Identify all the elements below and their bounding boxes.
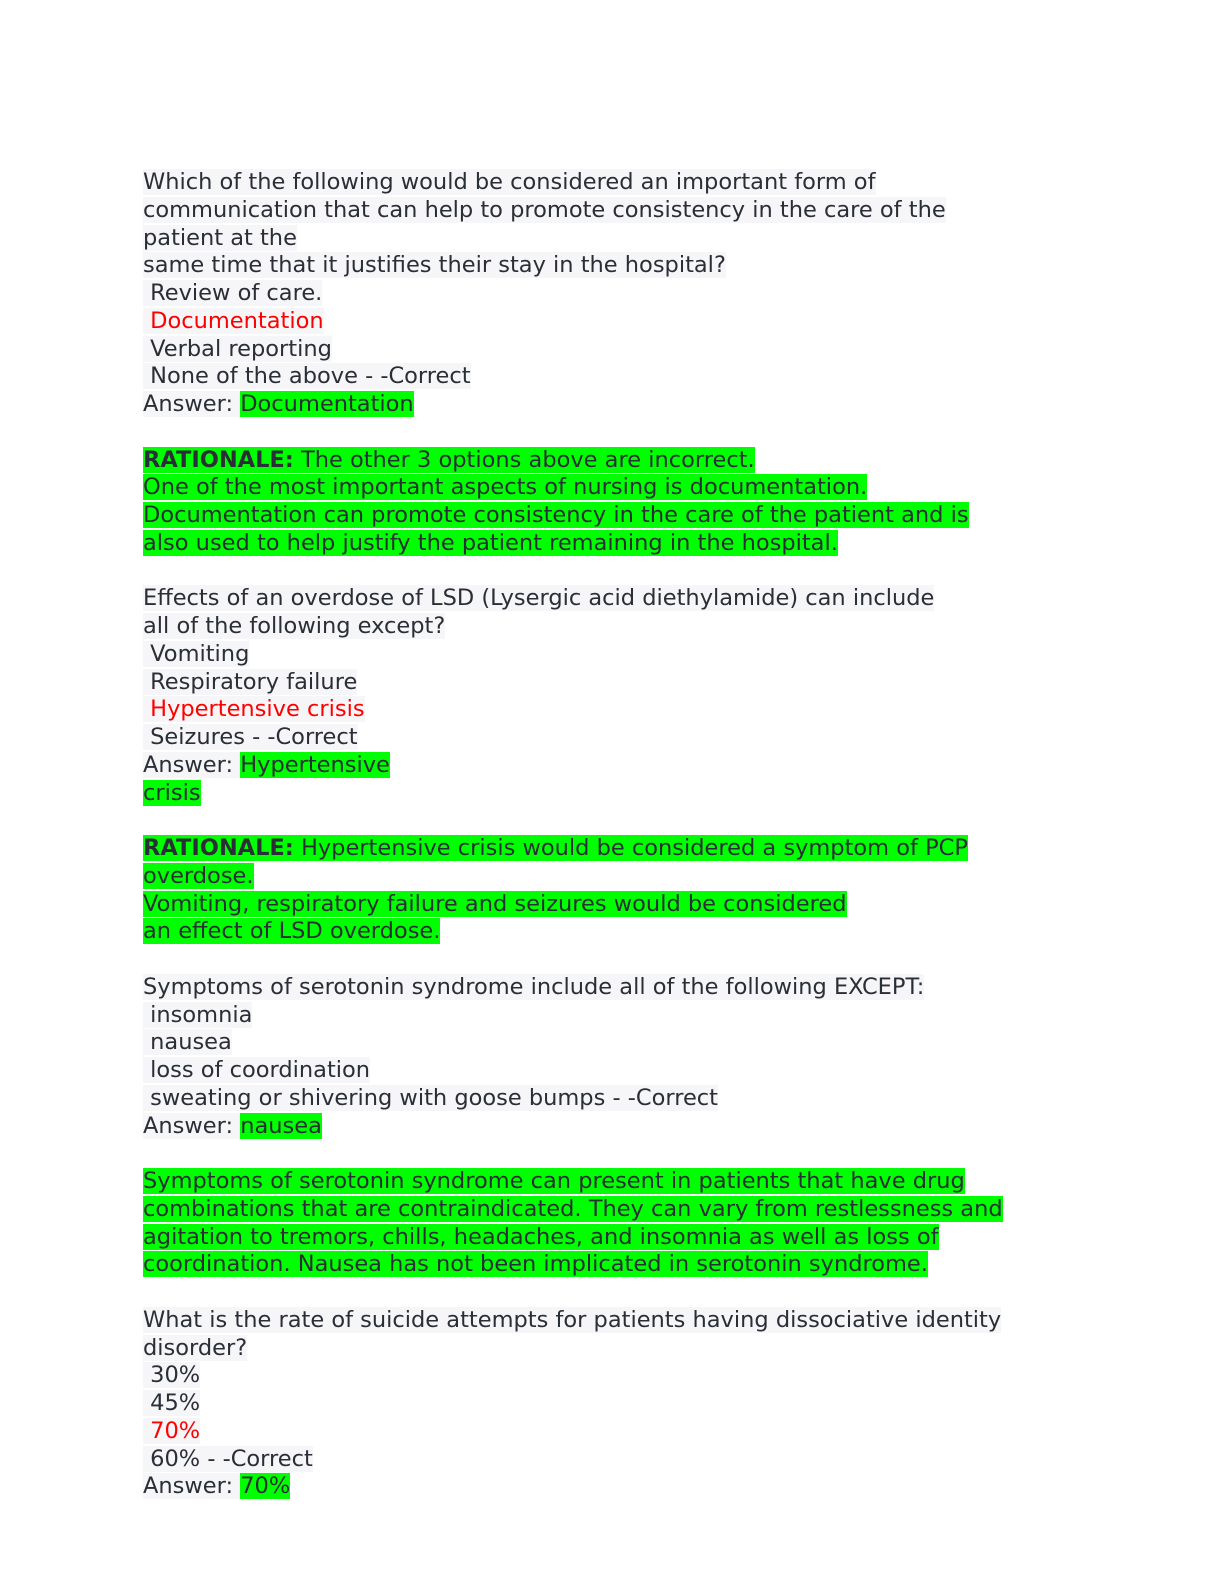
question-2: [143, 585, 1083, 946]
option: 45%: [143, 1390, 201, 1416]
rationale-text: an effect of LSD overdose.: [143, 918, 441, 945]
option: loss of coordination: [143, 1057, 371, 1083]
rationale-label: RATIONALE:: [143, 835, 294, 861]
question-text-line: disorder?: [143, 1334, 248, 1361]
option: nausea: [143, 1029, 232, 1056]
question-text-line: all of the following except?: [143, 613, 446, 639]
option-highlighted: 70%: [143, 1417, 201, 1444]
rationale-text: Vomiting, respiratory failure and seizures would be considered: [143, 890, 847, 917]
rationale-text: The other 3 options above are incorrect.: [293, 446, 755, 473]
option: Verbal reporting: [143, 335, 332, 362]
rationale-text: One of the most important aspects of nursing is documentation.: [143, 474, 868, 501]
option: 60% - -Correct: [143, 1445, 313, 1472]
option: Vomiting: [143, 640, 250, 667]
question-text-line: Symptoms of serotonin syndrome include all of the following EXCEPT:: [143, 973, 925, 1000]
answer-value: Documentation: [240, 391, 414, 417]
option: Seizures - -Correct: [143, 724, 358, 750]
option: sweating or shivering with goose bumps - -Correct: [143, 1084, 718, 1111]
option-highlighted: Hypertensive crisis: [143, 696, 365, 723]
option: insomnia: [143, 1001, 253, 1028]
rationale-text: combinations that are contraindicated. They can vary from restlessness and: [143, 1195, 1003, 1222]
rationale-text: coordination. Nausea has not been implicated in serotonin syndrome.: [143, 1251, 928, 1278]
question-3: [143, 974, 1083, 1279]
question-text-line: What is the rate of suicide attempts for patients having dissociative identity: [143, 1306, 1002, 1333]
question-text-line: patient at the: [143, 224, 297, 251]
answer-label: Answer:: [143, 1473, 241, 1500]
answer-label: Answer:: [143, 391, 241, 417]
question-4: [143, 1307, 1083, 1501]
option: None of the above - -Correct: [143, 363, 471, 390]
option: 30%: [143, 1362, 201, 1389]
document-page: [143, 169, 1083, 1501]
option: Respiratory failure: [143, 668, 358, 695]
rationale-text: Documentation can promote consistency in the care of the patient and is: [143, 502, 969, 528]
answer-label: Answer:: [143, 751, 241, 778]
answer-value: 70%: [240, 1473, 291, 1500]
answer-value: crisis: [143, 779, 201, 806]
rationale-label: RATIONALE:: [143, 446, 294, 473]
question-text-line: same time that it justifies their stay in the hospital?: [143, 252, 726, 279]
answer-value: Hypertensive: [240, 751, 390, 778]
question-text-line: Which of the following would be considered an important form of: [143, 169, 876, 195]
question-text-line: Effects of an overdose of LSD (Lysergic acid diethylamide) can include: [143, 585, 935, 612]
rationale-text: agitation to tremors, chills, headaches, and insomnia as well as loss of: [143, 1223, 939, 1250]
question-1: [143, 169, 1083, 558]
answer-label: Answer:: [143, 1112, 241, 1139]
rationale-text: Hypertensive crisis would be considered a symptom of PCP: [293, 835, 968, 861]
rationale-text: also used to help justify the patient remaining in the hospital.: [143, 529, 838, 556]
answer-value: nausea: [240, 1112, 322, 1139]
option-highlighted: Documentation: [143, 307, 324, 334]
question-text-line: communication that can help to promote consistency in the care of the: [143, 196, 946, 223]
rationale-text: Symptoms of serotonin syndrome can present in patients that have drug: [143, 1168, 965, 1194]
rationale-text: overdose.: [143, 862, 254, 889]
option: Review of care.: [143, 280, 323, 306]
